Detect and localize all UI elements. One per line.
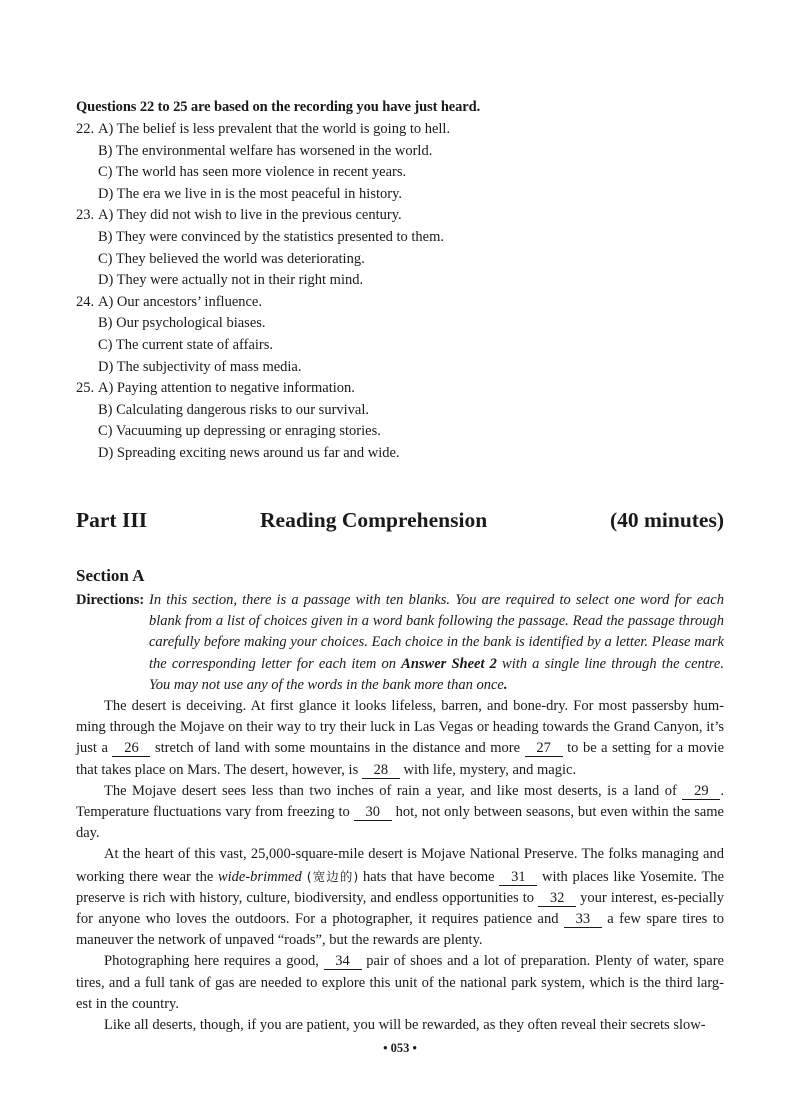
option-a: A) Our ancestors’ influence. xyxy=(98,293,262,310)
question-number: 23. xyxy=(76,207,95,224)
question-22 xyxy=(76,119,736,141)
paragraph-3: At the heart of this vast, 25,000-square-mile desert is Mojave National Preserve. The folks managing and working there wear the wide-brimmed (宽边的) hats that have become 31 with places like Yosemite. The preserve is rich with history, culture, biodiversity, and endless opportunities to 32 your interest, es-pecially for anyone who loves the outdoors. For a photographer, it requires patience and 33 a few spare tires to maneuver the network of unpaved “roads”, but the rewards are plenty. xyxy=(76,846,725,949)
question-number: 25. xyxy=(76,380,95,397)
blank-34: 34 xyxy=(324,953,362,970)
option-d: D) They were actually not in their right mind. xyxy=(98,272,364,289)
option-b: B) They were convinced by the statistics presented to them. xyxy=(98,228,445,245)
italic-term: wide-brimmed xyxy=(217,868,302,885)
chinese-gloss: (宽边的) xyxy=(301,868,359,884)
directions-text: In this section, there is a passage with ten blanks. You are required to select one word for each blank from a list of choices given in a word bank following the passage. Read the passage through carefully before making your choices. Each choice in the bank is identified by a letter. Please mark the corresponding letter for each item on Answer Sheet 2 with a single line through the centre. You may not use any of the words in the bank more than once. xyxy=(149,592,724,693)
listening-heading: Questions 22 to 25 are based on the recording you have just heard. xyxy=(76,99,481,115)
option-c: C) The world has seen more violence in recent years. xyxy=(98,164,407,181)
option-b: B) The environmental welfare has worsened in the world. xyxy=(98,142,433,159)
blank-27: 27 xyxy=(525,740,563,757)
part-heading xyxy=(76,508,724,536)
question-24 xyxy=(76,292,736,314)
option-b: B) Calculating dangerous risks to our survival. xyxy=(98,401,370,418)
paragraph-4: Photographing here requires a good, 34 pair of shoes and a lot of preparation. Plenty of water, spare tires, and a full tank of gas are needed to explore this unit of the national park system, which is the third larg-est in the country. xyxy=(76,953,724,1012)
section-title: Section A xyxy=(76,566,145,585)
option-a: A) Paying attention to negative information. xyxy=(98,380,355,397)
directions-label: Directions: xyxy=(76,592,145,608)
question-number: 24. xyxy=(76,293,95,310)
part-label: Part III xyxy=(76,508,148,532)
paragraph-1: The desert is deceiving. At first glance it looks lifeless, barren, and bone-dry. For most passersby hum-ming through the Mojave on their way to try their luck in Las Vegas or heading towards the Grand Canyon, it’s just a 26 stretch of land with some mountains in the distance and more 27 to be a setting for a movie that takes place on Mars. The desert, however, is 28 with life, mystery, and magic. xyxy=(76,698,724,778)
part-time: (40 minutes) xyxy=(609,508,724,532)
option-a: A) The belief is less prevalent that the world is going to hell. xyxy=(98,121,451,137)
option-d: D) The subjectivity of mass media. xyxy=(98,358,302,375)
answer-sheet-ref: Answer Sheet 2 xyxy=(401,655,497,672)
blank-29: 29 xyxy=(682,783,720,800)
blank-26: 26 xyxy=(112,740,150,757)
blank-31: 31 xyxy=(499,869,537,886)
option-c: C) The current state of affairs. xyxy=(98,336,274,353)
question-number: 22. xyxy=(76,121,95,137)
paragraph-2: The Mojave desert sees less than two inches of rain a year, and like most deserts, is a land of 29 . Temperature fluctuations vary from freezing to 30 hot, not only between seasons, but even within the same day. xyxy=(76,782,724,842)
directions xyxy=(76,590,724,696)
blank-30: 30 xyxy=(354,804,392,821)
option-c: C) Vacuuming up depressing or enraging stories. xyxy=(98,423,381,440)
paragraph-5: Like all deserts, though, if you are patient, you will be rewarded, as they often reveal their secrets slow- xyxy=(104,1017,706,1034)
passage xyxy=(76,696,724,1036)
option-d: D) Spreading exciting news around us far and wide. xyxy=(98,444,400,461)
blank-32: 32 xyxy=(538,890,576,907)
page-number: • 053 • xyxy=(383,1041,417,1055)
option-c: C) They believed the world was deteriorating. xyxy=(98,250,365,267)
part-title: Reading Comprehension xyxy=(260,508,488,532)
question-23 xyxy=(76,205,736,227)
option-d: D) The era we live in is the most peaceful in history. xyxy=(98,185,403,202)
blank-33: 33 xyxy=(564,911,602,928)
blank-28: 28 xyxy=(362,762,400,779)
question-25 xyxy=(76,378,736,400)
option-b: B) Our psychological biases. xyxy=(98,315,266,332)
option-a: A) They did not wish to live in the previous century. xyxy=(98,207,402,224)
listening-questions xyxy=(76,119,736,465)
